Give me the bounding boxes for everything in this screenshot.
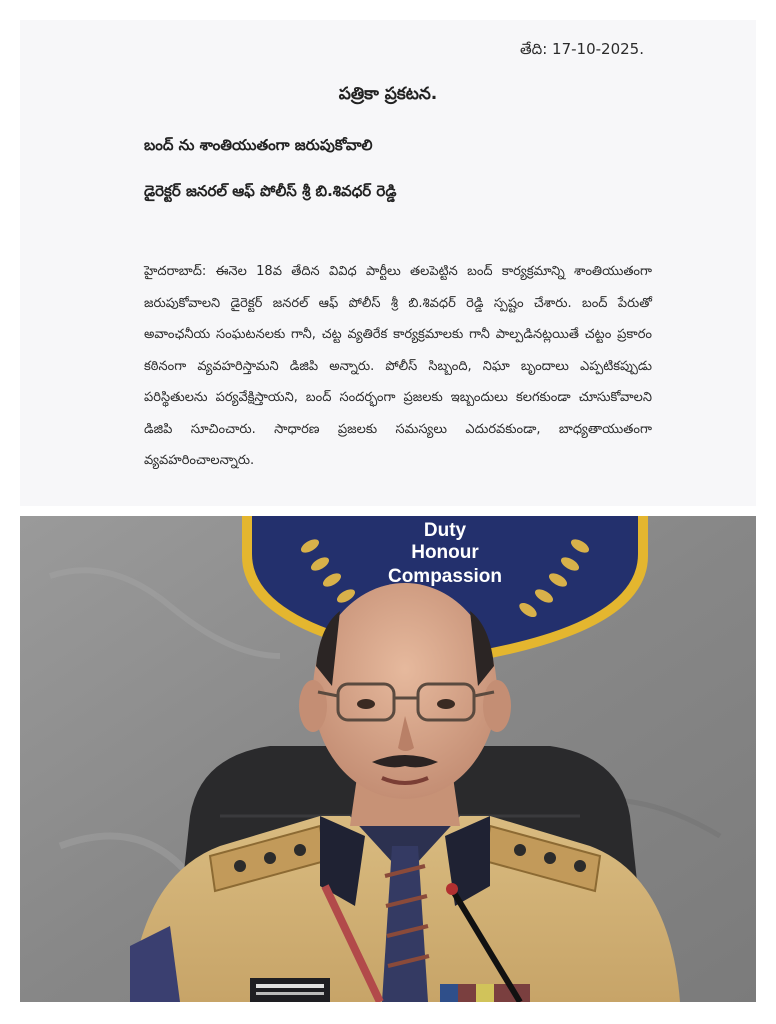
badge-word-honour: Honour: [411, 542, 479, 563]
officer-photo-illustration: [20, 516, 756, 1002]
press-release-document: [20, 20, 756, 506]
badge-word-duty: Duty: [423, 520, 467, 541]
headline-primary: బంద్ ను శాంతియుతంగా జరుపుకోవాలి: [144, 136, 373, 154]
release-body: హైదరాబాద్: ఈనెల 18వ తేదిన వివిధ పార్టీలు తలపెట్టిన బంద్ కార్యక్రమాన్ని శాంతియుతంగా జరుపుకోవాలని డైరెక్టర్ జనరల్ ఆఫ్ పోలీస్ శ్రీ బి.శివధర్ రెడ్డి స్పష్టం చేశారు. బంద్ పేరుతో అవాంఛనీయ సంఘటనలకు గానీ, చట్ట వ్యతిరేక కార్యక్రమాలకు గానీ పాల్పడినట్లయితే చట్టం ప్రకారం కఠినంగా వ్యవహరిస్తామని డిజిపి అన్నారు. పోలీస్ సిబ్బంది, నిఘా బృందాలు ఎప్పటికప్పుడు పరిస్థితులను పర్యవేక్షిస్తాయని, బంద్ సందర్భంగా ప్రజలకు ఇబ్బందులు కలగకుండా చూసుకోవాలని డిజిపి సూచించారు. సాధారణ ప్రజలకు సమస్యలు ఎదురవకుండా, బాధ్యతాయుతంగా వ్యవహరించాలన్నారు.: [144, 264, 652, 468]
press-photo: [20, 516, 756, 1002]
headline-secondary: డైరెక్టర్ జనరల్ ఆఫ్ పోలీస్ శ్రీ బి.శివధర్ రెడ్డి: [144, 182, 397, 200]
release-title: పత్రికా ప్రకటన.: [338, 84, 438, 104]
release-date: తేది: 17-10-2025.: [519, 40, 644, 58]
badge-word-compassion: Compassion: [387, 566, 503, 587]
